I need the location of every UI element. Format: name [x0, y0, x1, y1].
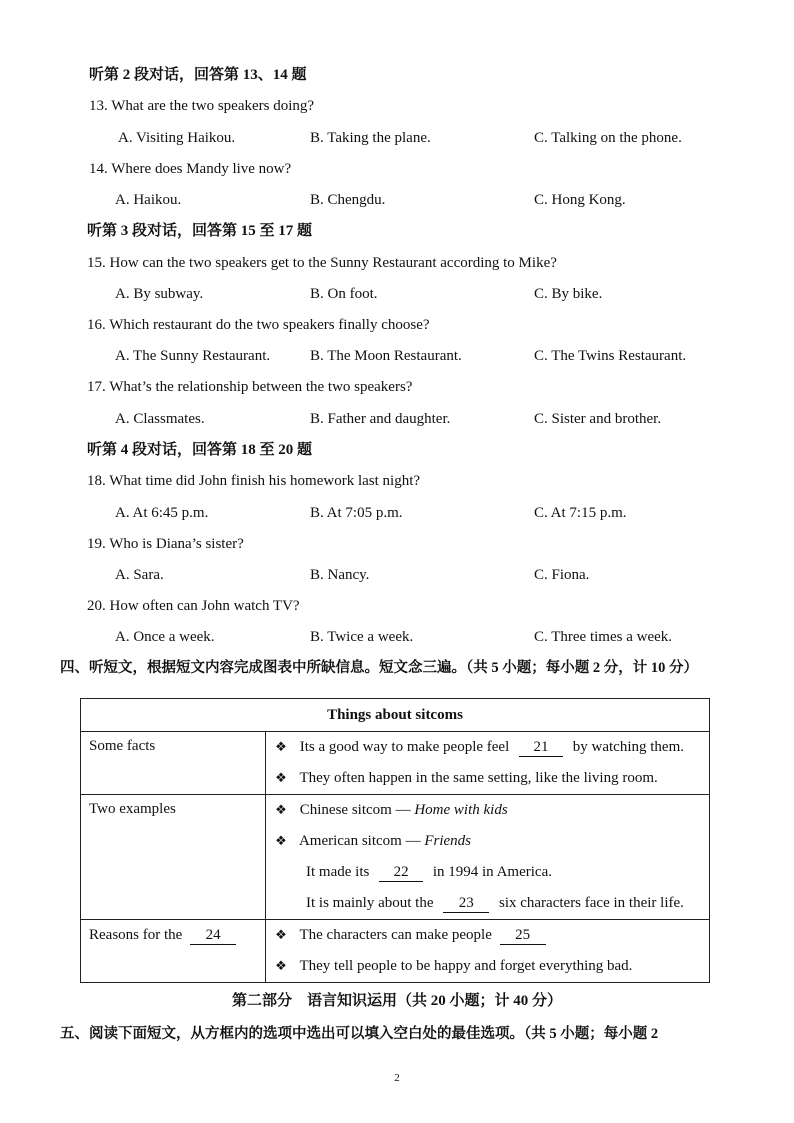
- q15-option-a: A. By subway.: [115, 286, 204, 302]
- question-17: 17. What’s the relationship between the two speakers?: [87, 379, 413, 395]
- question-14: 14. Where does Mandy live now?: [89, 161, 292, 177]
- q20-option-c: C. Three times a week.: [534, 629, 673, 645]
- fact-2-text: They often happen in the same setting, like the living room.: [299, 770, 658, 786]
- q14-option-c: C. Hong Kong.: [534, 192, 626, 208]
- q16-option-c: C. The Twins Restaurant.: [534, 348, 687, 364]
- q16-option-b: B. The Moon Restaurant.: [310, 348, 462, 364]
- bullet-diamond-icon: ❖: [275, 740, 287, 755]
- q19-option-c: C. Fiona.: [534, 567, 590, 583]
- q19-option-b: B. Nancy.: [310, 567, 370, 583]
- question-19: 19. Who is Diana’s sister?: [87, 536, 244, 552]
- example-detail-2-post: six characters face in their life.: [498, 895, 684, 911]
- q19-option-a: A. Sara.: [115, 567, 164, 583]
- bullet-diamond-icon: ❖: [275, 771, 287, 786]
- blank-25: 25: [500, 926, 546, 945]
- reason-1-pre: The characters can make people: [299, 927, 492, 943]
- reasons-cell: [266, 920, 710, 983]
- examples-cell: [266, 795, 710, 920]
- example-2-title: Friends: [424, 833, 471, 849]
- reason-2-text: They tell people to be happy and forget everything bad.: [299, 958, 633, 974]
- sitcom-table: [80, 698, 710, 983]
- fact-2: [266, 763, 709, 794]
- bullet-diamond-icon: ❖: [275, 834, 287, 849]
- examples-label-text: Two examples: [89, 801, 176, 817]
- question-18: 18. What time did John finish his homework last night?: [87, 473, 421, 489]
- example-detail-1-pre: It made its: [306, 864, 370, 880]
- blank-21: 21: [519, 738, 563, 757]
- example-2: [266, 826, 709, 857]
- q16-option-a: A. The Sunny Restaurant.: [115, 348, 271, 364]
- example-1-pre: Chinese sitcom —: [299, 802, 415, 818]
- example-1: [266, 795, 709, 826]
- example-detail-1: [266, 857, 709, 888]
- q15-option-b: B. On foot.: [310, 286, 378, 302]
- blank-24: 24: [190, 926, 236, 945]
- q20-option-b: B. Twice a week.: [310, 629, 414, 645]
- question-16: 16. Which restaurant do the two speakers finally choose?: [87, 317, 430, 333]
- question-15: 15. How can the two speakers get to the Sunny Restaurant according to Mike?: [87, 255, 557, 271]
- facts-label: [81, 732, 266, 795]
- facts-cell: [266, 732, 710, 795]
- reasons-label-text: Reasons for the: [89, 927, 183, 943]
- q18-option-b: B. At 7:05 p.m.: [310, 505, 403, 521]
- example-2-pre: American sitcom —: [298, 833, 425, 849]
- fact-1-post: by watching them.: [572, 739, 684, 755]
- q13-option-c: C. Talking on the phone.: [534, 130, 682, 146]
- reason-2: [266, 951, 709, 982]
- example-detail-2: [266, 888, 709, 919]
- question-20: 20. How often can John watch TV?: [87, 598, 300, 614]
- q17-option-a: A. Classmates.: [115, 411, 205, 427]
- q18-option-a: A. At 6:45 p.m.: [115, 505, 209, 521]
- q20-option-a: A. Once a week.: [115, 629, 215, 645]
- q15-option-c: C. By bike.: [534, 286, 603, 302]
- q13-option-b: B. Taking the plane.: [310, 130, 431, 146]
- bullet-diamond-icon: ❖: [275, 928, 287, 943]
- q14-option-a: A. Haikou.: [115, 192, 182, 208]
- example-detail-1-post: in 1994 in America.: [432, 864, 552, 880]
- table-title: Things about sitcoms: [81, 699, 710, 732]
- q17-option-c: C. Sister and brother.: [534, 411, 662, 427]
- part2-heading: 第二部分 语言知识运用（共 20 小题；计 40 分）: [231, 993, 562, 1009]
- fact-1: [266, 732, 709, 763]
- bullet-diamond-icon: ❖: [275, 803, 287, 818]
- reason-1: [266, 920, 709, 951]
- q18-option-c: C. At 7:15 p.m.: [534, 505, 627, 521]
- part4-heading: 四、听短文，根据短文内容完成图表中所缺信息。短文念三遍。（共 5 小题；每小题 2 分，计 10 分）: [60, 660, 698, 676]
- q13-option-a: A. Visiting Haikou.: [118, 130, 236, 146]
- section-heading-2: 听第 2 段对话，回答第 13、14 题: [89, 67, 307, 83]
- examples-label: [81, 795, 266, 920]
- reasons-label: [81, 920, 266, 983]
- q14-option-b: B. Chengdu.: [310, 192, 386, 208]
- question-13: 13. What are the two speakers doing?: [89, 98, 315, 114]
- blank-22: 22: [379, 863, 423, 882]
- bullet-diamond-icon: ❖: [275, 959, 287, 974]
- section-heading-3: 听第 3 段对话，回答第 15 至 17 题: [87, 223, 313, 239]
- blank-23: 23: [443, 894, 489, 913]
- page-number: 2: [394, 1072, 400, 1084]
- example-1-title: Home with kids: [414, 802, 508, 818]
- part5-heading: 五、阅读下面短文，从方框内的选项中选出可以填入空白处的最佳选项。（共 5 小题；每小题 2: [60, 1026, 659, 1042]
- facts-label-text: Some facts: [89, 738, 156, 754]
- fact-1-pre: Its a good way to make people feel: [299, 739, 510, 755]
- q17-option-b: B. Father and daughter.: [310, 411, 451, 427]
- example-detail-2-pre: It is mainly about the: [306, 895, 434, 911]
- section-heading-4: 听第 4 段对话，回答第 18 至 20 题: [87, 442, 313, 458]
